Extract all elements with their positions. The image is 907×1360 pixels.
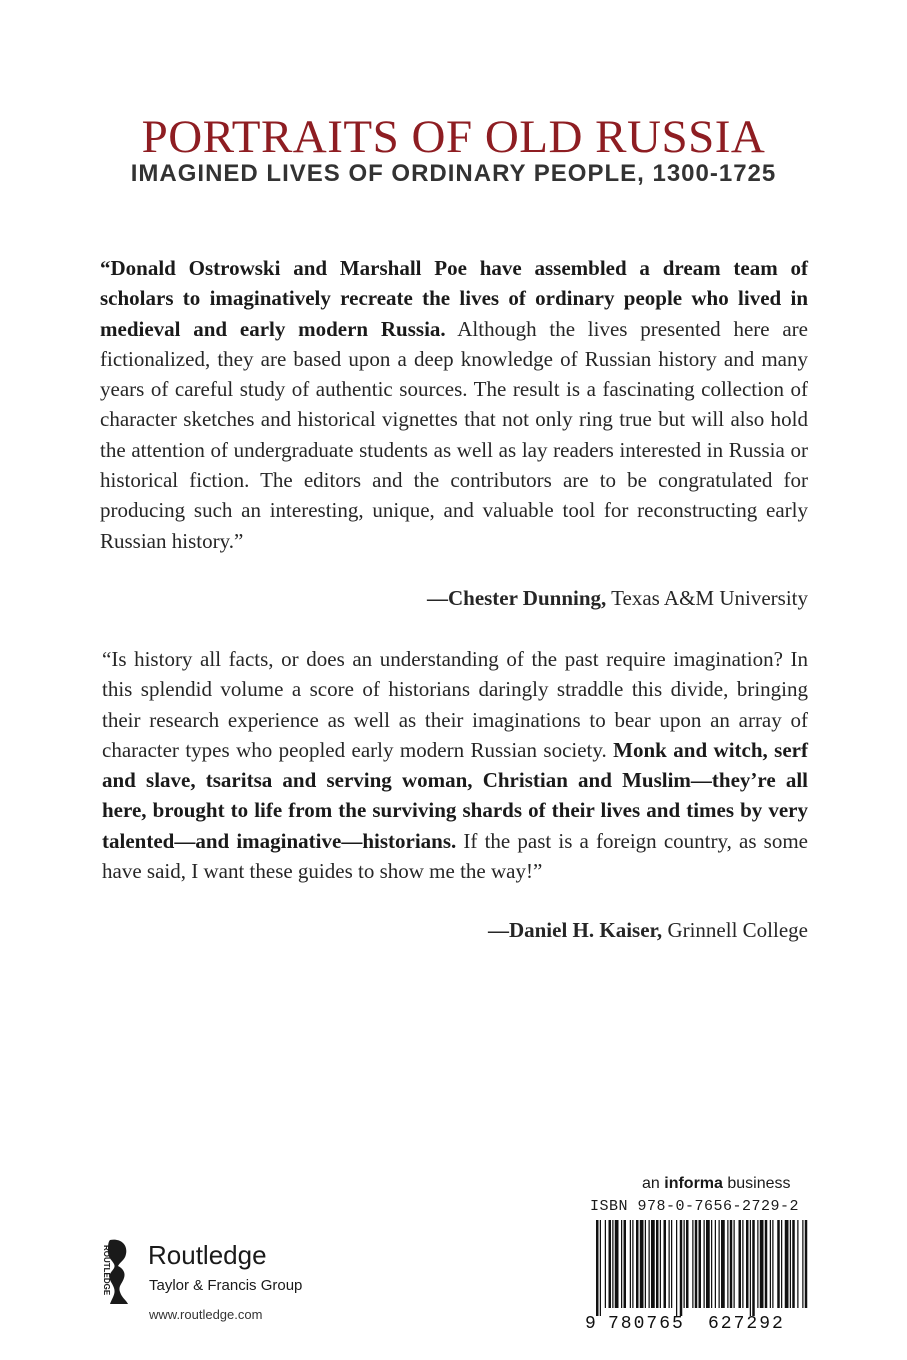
barcode-bar <box>727 1220 728 1308</box>
quote-1-text: Although the lives presented here are fictionalized, they are based upon a deep knowledge of Russian history and many years of careful study of authentic sources. The result is a fascinating collection of character sketches and historical vignettes that not only ring true but will also hold the attention of undergraduate students as well as lay readers interested in Russia or historical fiction. The editors and the contributors are to be congratulated for producing such an interesting, unique, and valuable tool for reconstructing early Russian history.” <box>100 316 808 553</box>
barcode-bar <box>765 1220 768 1308</box>
endorsement-quote-2 <box>102 644 808 886</box>
barcode-bar <box>734 1220 735 1308</box>
barcode-bar <box>797 1220 798 1308</box>
quote-2-text-before: “Is history all facts, or does an understanding of the past require imagination? In this splendid volume a score of historians daringly straddle this divide, bringing their research experience as well as their imaginations to bear upon an array of character types who peopled early modern Russian society. <box>102 647 808 762</box>
barcode-bar <box>770 1220 771 1308</box>
barcode-bar <box>630 1220 631 1308</box>
barcode-bar <box>669 1220 670 1308</box>
vertical-wordmark-text: ROUTLEDGE <box>102 1245 111 1296</box>
barcode-bar <box>785 1220 789 1308</box>
attribution-2-author: —Daniel H. Kaiser, <box>487 918 663 942</box>
barcode-bar <box>719 1220 720 1308</box>
attribution-2-affiliation: Grinnell College <box>662 918 808 942</box>
barcode-bar <box>752 1220 755 1316</box>
endorsement-quote-1 <box>100 253 808 556</box>
barcode-bar <box>624 1220 627 1308</box>
barcode-bar <box>612 1220 613 1308</box>
barcode-bar <box>715 1220 716 1308</box>
barcode-bar <box>792 1220 795 1308</box>
barcode-bar <box>706 1220 710 1308</box>
barcode-bar <box>686 1220 689 1308</box>
barcode-bar <box>695 1220 698 1308</box>
publisher-url: www.routledge.com <box>149 1307 263 1322</box>
barcode-bar <box>651 1220 655 1308</box>
barcode-bar <box>746 1220 749 1308</box>
barcode-bar <box>805 1220 808 1308</box>
endorsement-attribution-2 <box>488 916 808 944</box>
informa-prefix: an <box>642 1175 665 1192</box>
quote-2-bold: Monk and witch, serf and slave, tsaritsa and serving woman, Christian and Muslim—they’re all here, brought to life from the surviving shards of their lives and times by very talented—and imaginative—historians. <box>102 737 808 853</box>
barcode-digits-right: 627292 <box>708 1314 785 1334</box>
barcode-bar <box>660 1220 661 1308</box>
barcode-bar <box>600 1220 601 1316</box>
barcode-bar <box>730 1220 733 1308</box>
barcode-bar <box>649 1220 650 1308</box>
barcode-bar <box>640 1220 644 1308</box>
barcode-bar <box>596 1220 599 1316</box>
barcode-bar <box>645 1220 646 1308</box>
barcode-bar <box>802 1220 803 1308</box>
barcode-bar <box>680 1220 683 1316</box>
barcode-digits-left: 780765 <box>608 1314 685 1334</box>
informa-tagline <box>642 1175 791 1193</box>
book-subtitle: IMAGINED LIVES OF ORDINARY PEOPLE, 1300-1725 <box>130 160 777 187</box>
barcode-bar <box>692 1220 693 1308</box>
publisher-name: Routledge <box>148 1240 267 1270</box>
barcode-bar <box>676 1220 677 1316</box>
barcode-bars <box>596 1220 807 1316</box>
barcode-bar <box>615 1220 619 1308</box>
informa-suffix: business <box>722 1175 791 1192</box>
quote-1-bold: “Donald Ostrowski and Marshall Poe have assembled a dream team of scholars to imaginatively recreate the lives of ordinary people who lived in medieval and early modern Russia. <box>100 256 808 341</box>
informa-bold: informa <box>664 1175 723 1192</box>
barcode-bar <box>671 1220 672 1308</box>
barcode-bar <box>760 1220 764 1308</box>
barcode-bar <box>656 1220 659 1308</box>
attribution-1-author: —Chester Dunning, <box>426 586 607 610</box>
barcode-bar <box>621 1220 622 1308</box>
barcode-bar <box>704 1220 705 1308</box>
barcode-bar <box>699 1220 702 1308</box>
barcode-bar <box>605 1220 606 1308</box>
endorsement-attribution-1 <box>427 584 808 612</box>
barcode-bar <box>781 1220 782 1308</box>
isbn-number: ISBN 978-0-7656-2729-2 <box>590 1198 800 1215</box>
routledge-profile-logo-icon <box>96 1236 132 1306</box>
barcode-bar <box>711 1220 712 1308</box>
book-title: PORTRAITS OF OLD RUSSIA <box>141 111 766 163</box>
barcode-bar <box>750 1220 751 1316</box>
barcode-bar <box>777 1220 780 1308</box>
barcode-bar <box>609 1220 612 1308</box>
publisher-group: Taylor & Francis Group <box>149 1277 303 1294</box>
isbn-barcode <box>582 1218 814 1334</box>
barcode-bar <box>772 1220 773 1308</box>
quote-2-text-after: If the past is a foreign country, as some have said, I want these guides to show me the way!” <box>102 828 808 884</box>
barcode-bar <box>636 1220 639 1308</box>
barcode-digit-first: 9 <box>585 1314 596 1334</box>
barcode-bar <box>742 1220 743 1308</box>
barcode-bar <box>757 1220 758 1308</box>
barcode-bar <box>721 1220 725 1308</box>
barcode-bar <box>739 1220 742 1308</box>
barcode-bar <box>632 1220 633 1308</box>
barcode-bar <box>684 1220 685 1308</box>
attribution-1-affiliation: Texas A&M University <box>606 586 808 610</box>
barcode-bar <box>664 1220 667 1308</box>
barcode-bar <box>790 1220 791 1308</box>
